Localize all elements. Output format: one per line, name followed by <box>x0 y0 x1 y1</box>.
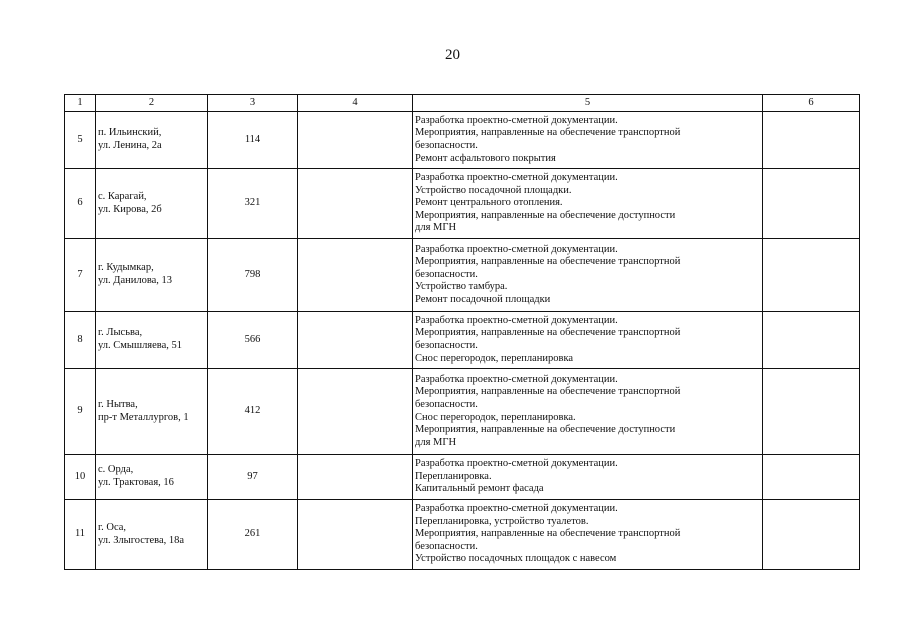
table-row <box>65 500 860 570</box>
address-line: ул. Трактовая, 16 <box>98 477 174 488</box>
work-item: Разработка проектно-сметной документации. <box>415 243 618 255</box>
work-item: безопасности. <box>415 340 478 351</box>
work-item: Разработка проектно-сметной документации. <box>415 458 618 470</box>
table-row <box>65 239 860 312</box>
work-item: Разработка проектно-сметной документации. <box>415 503 618 515</box>
address-line: ул. Смышляева, 51 <box>98 340 183 351</box>
table-header-row <box>65 95 860 112</box>
address-line: ул. Данилова, 13 <box>98 275 173 286</box>
row-number: 11 <box>65 500 96 570</box>
header-col-2: 2 <box>96 95 208 112</box>
col6-cell <box>763 312 860 369</box>
work-item: Снос перегородок, перепланировка. <box>415 411 576 423</box>
work-item: безопасности. <box>415 268 478 280</box>
works-cell <box>413 169 763 239</box>
work-item: Мероприятия, направленные на обеспечение доступности <box>415 424 676 436</box>
address-line: ул. Злыгостева, 18а <box>98 534 185 546</box>
work-item: Разработка проектно-сметной документации. <box>415 114 618 126</box>
table-row <box>65 455 860 500</box>
work-item: Мероприятия, направленные на обеспечение транспортной <box>415 256 681 268</box>
work-item: Устройство тамбура. <box>415 281 508 293</box>
row-number: 8 <box>65 312 96 369</box>
work-item: Мероприятия, направленные на обеспечение транспортной <box>415 386 681 398</box>
address-cell <box>96 239 208 312</box>
address-cell <box>96 369 208 455</box>
col6-cell <box>763 239 860 312</box>
works-cell <box>413 312 763 369</box>
address-line: ул. Кирова, 2б <box>98 203 162 215</box>
works-table <box>64 94 860 570</box>
works-cell <box>413 239 763 312</box>
quantity-cell: 114 <box>208 112 298 169</box>
works-cell <box>413 500 763 570</box>
work-item: безопасности. <box>415 140 478 151</box>
work-item: Ремонт асфальтового покрытия <box>415 152 556 164</box>
row-number: 9 <box>65 369 96 455</box>
row-number: 5 <box>65 112 96 169</box>
work-item: Устройство посадочной площадки. <box>415 184 572 196</box>
work-item: Мероприятия, направленные на обеспечение транспортной <box>415 127 681 139</box>
address-line: с. Орда, <box>98 464 134 476</box>
col4-cell <box>298 455 413 500</box>
work-item: Разработка проектно-сметной документации. <box>415 172 618 184</box>
address-line: г. Нытва, <box>98 398 138 410</box>
work-item: Перепланировка, устройство туалетов. <box>415 515 589 527</box>
works-cell <box>413 369 763 455</box>
work-item: Разработка проектно-сметной документации. <box>415 373 618 385</box>
work-item: Мероприятия, направленные на обеспечение доступности <box>415 209 676 221</box>
address-cell <box>96 169 208 239</box>
work-item: Капитальный ремонт фасада <box>415 483 544 495</box>
quantity-cell: 566 <box>208 312 298 369</box>
work-item: Мероприятия, направленные на обеспечение транспортной <box>415 528 681 540</box>
table-row <box>65 369 860 455</box>
col4-cell <box>298 169 413 239</box>
row-number: 10 <box>65 455 96 500</box>
works-cell <box>413 455 763 500</box>
col6-cell <box>763 369 860 455</box>
quantity-cell: 412 <box>208 369 298 455</box>
work-item: безопасности. <box>415 398 478 410</box>
work-item: Перепланировка. <box>415 470 492 482</box>
table-body <box>65 112 860 570</box>
address-line: г. Оса, <box>98 521 127 533</box>
header-col-4: 4 <box>298 95 413 112</box>
address-cell <box>96 500 208 570</box>
address-line: п. Ильинский, <box>98 127 162 139</box>
col4-cell <box>298 312 413 369</box>
quantity-cell: 321 <box>208 169 298 239</box>
work-item: Мероприятия, направленные на обеспечение транспортной <box>415 327 681 339</box>
col6-cell <box>763 455 860 500</box>
quantity-cell: 261 <box>208 500 298 570</box>
address-cell <box>96 312 208 369</box>
work-item: Ремонт посадочной площадки <box>415 293 551 305</box>
address-line: пр-т Металлургов, 1 <box>98 411 189 423</box>
header-col-3: 3 <box>208 95 298 112</box>
address-cell <box>96 112 208 169</box>
col4-cell <box>298 239 413 312</box>
work-item: Ремонт центрального отопления. <box>415 197 563 209</box>
row-number: 6 <box>65 169 96 239</box>
work-item: для МГН <box>415 436 457 448</box>
address-line: ул. Ленина, 2а <box>98 140 162 151</box>
work-item: Устройство посадочных площадок с навесом <box>415 553 617 565</box>
quantity-cell: 97 <box>208 455 298 500</box>
address-line: г. Кудымкар, <box>98 262 154 274</box>
col6-cell <box>763 112 860 169</box>
address-line: г. Лысьва, <box>98 327 143 339</box>
col4-cell <box>298 112 413 169</box>
works-cell <box>413 112 763 169</box>
row-number: 7 <box>65 239 96 312</box>
work-item: безопасности. <box>415 540 478 552</box>
col6-cell <box>763 169 860 239</box>
work-item: Разработка проектно-сметной документации. <box>415 314 618 326</box>
table-row <box>65 112 860 169</box>
work-item: для МГН <box>415 222 457 234</box>
col4-cell <box>298 369 413 455</box>
header-col-1: 1 <box>65 95 96 112</box>
page-number: 20 <box>445 47 460 63</box>
address-cell <box>96 455 208 500</box>
quantity-cell: 798 <box>208 239 298 312</box>
header-col-5: 5 <box>413 95 763 112</box>
col4-cell <box>298 500 413 570</box>
col6-cell <box>763 500 860 570</box>
header-col-6: 6 <box>763 95 860 112</box>
work-item: Снос перегородок, перепланировка <box>415 352 574 364</box>
table-row <box>65 169 860 239</box>
table-row <box>65 312 860 369</box>
address-line: с. Карагай, <box>98 190 147 202</box>
